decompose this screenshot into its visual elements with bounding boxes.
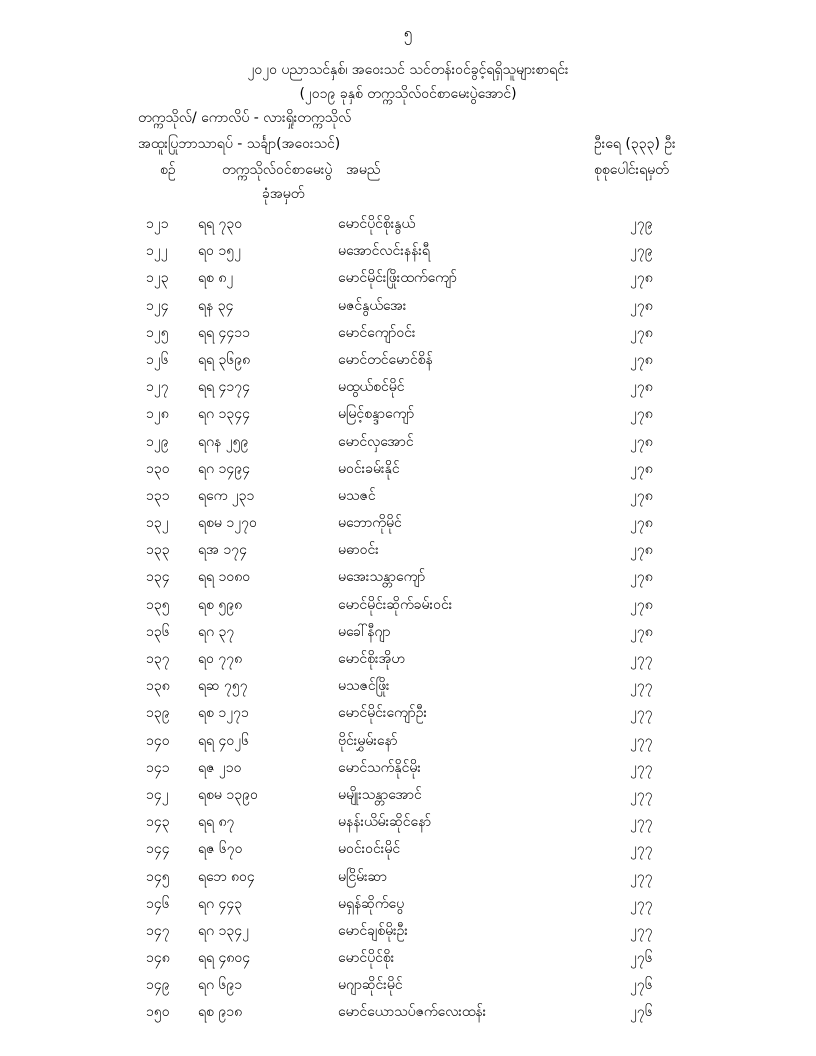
row-serial: ၁၂၈: [146, 406, 169, 423]
row-roll-number: ရအ ၁၇၄: [198, 542, 247, 559]
row-name: မောင်တင်မောင်စိန်: [338, 351, 433, 368]
row-total-marks: ၂၇၉: [630, 243, 653, 260]
row-roll-number: ရစမ ၁၃၉၀: [198, 786, 258, 803]
row-roll-number: ရစမ ၁၂၇၀: [198, 515, 257, 532]
row-roll-number: ရကေ ၂၃၁: [198, 487, 255, 504]
row-roll-number: ရရ ၃၆၉၈: [198, 351, 251, 368]
row-roll-number: ရရ ၇၃၀: [198, 216, 243, 232]
row-serial: ၁၃၃: [146, 542, 170, 559]
row-serial: ၁၃၀: [146, 460, 170, 477]
row-total-marks: ၂၇၇: [630, 895, 653, 912]
table-row: [0, 998, 816, 1025]
row-roll-number: ရရ ၄၈၀၄: [198, 950, 251, 967]
row-name: မအောင်လင်းနန်းရီ: [338, 243, 430, 260]
header-total-marks: စုစုပေါင်းရမှတ်: [594, 162, 669, 178]
table-row: [0, 917, 816, 944]
table-row: [0, 618, 816, 645]
row-total-marks: ၂၇၈: [630, 596, 653, 613]
table-row: [0, 210, 816, 237]
row-name: မအေးသန္တာကျော်: [338, 569, 426, 586]
row-serial: ၁၂၂: [146, 243, 168, 260]
row-total-marks: ၂၇၈: [630, 569, 653, 586]
row-serial: ၁၃၇: [146, 651, 170, 667]
row-serial: ၁၃၅: [146, 596, 170, 613]
table-row: [0, 971, 816, 998]
row-total-marks: ၂၇၈: [630, 433, 653, 450]
row-roll-number: ရရ ၄၀၂၆: [198, 732, 250, 749]
row-total-marks: ၂၇၉: [630, 216, 653, 232]
student-list: [0, 210, 816, 1026]
table-row: [0, 754, 816, 781]
row-serial: ၁၃၁: [146, 487, 170, 504]
row-name: မနန်းယိမ်းဆိုင်နော်: [338, 814, 432, 831]
row-name: မောင်မိုင်းဖြိုးထက်ကျော်: [338, 270, 457, 287]
row-total-marks: ၂၇၈: [630, 379, 653, 396]
table-row: [0, 509, 816, 536]
document-subtitle: (၂၀၁၉ ခုနှစ် တက္ကသိုလ်ဝင်စာမေးပွဲအောင်): [299, 86, 517, 102]
table-row: [0, 699, 816, 726]
table-row: [0, 808, 816, 835]
row-name: မသဇင်: [338, 487, 376, 504]
table-row: [0, 727, 816, 754]
header-serial: စဉ်: [160, 162, 176, 178]
header-roll-number-line2: ခုံအမှတ်: [262, 186, 305, 202]
row-serial: ၁၂၄: [146, 297, 169, 314]
row-serial: ၁၄၀: [146, 732, 170, 749]
row-total-marks: ၂၇၇: [630, 759, 653, 776]
row-name: မဇင်နွယ်အေး: [338, 297, 407, 314]
row-total-marks: ၂၇၈: [630, 351, 653, 368]
row-serial: ၁၃၉: [146, 705, 170, 722]
row-serial: ၁၃၂: [146, 515, 169, 532]
row-total-marks: ၂၇၆: [630, 950, 653, 967]
row-roll-number: ရရ ၈၇: [198, 814, 235, 831]
row-serial: ၁၂၉: [146, 433, 169, 450]
table-row: [0, 563, 816, 590]
row-serial: ၁၄၉: [146, 977, 170, 994]
table-row: [0, 455, 816, 482]
row-total-marks: ၂၇၈: [630, 542, 653, 559]
header-name: အမည်: [346, 162, 381, 178]
row-total-marks: ၂၇၇: [630, 841, 653, 858]
row-serial: ၁၃၆: [146, 623, 170, 640]
table-row: [0, 591, 816, 618]
row-roll-number: ရစ ၅၉၈: [198, 596, 243, 613]
subject-line: အထူးပြုဘာသာရပ် - သင်္ချာ(အဝေးသင်): [138, 136, 341, 152]
table-row: [0, 835, 816, 862]
row-roll-number: ရဂ ၄၄၃: [198, 895, 243, 912]
row-name: မဓာဝင်း: [338, 542, 379, 559]
row-serial: ၁၂၃: [146, 270, 169, 287]
row-roll-number: ရဝ ၇၇၈: [198, 651, 243, 667]
row-roll-number: ရရ ၄၁၇၄: [198, 379, 251, 396]
row-name: မငြိမ်းဆာ: [338, 868, 387, 885]
row-total-marks: ၂၇၈: [630, 623, 653, 640]
row-total-marks: ၂၇၆: [630, 1004, 653, 1021]
table-row: [0, 428, 816, 455]
table-row: [0, 264, 816, 291]
table-row: [0, 781, 816, 808]
header-roll-number: တက္ကသိုလ်ဝင်စာမေးပွဲ: [222, 162, 333, 178]
row-name: ဗိုင်းမွှမ်းနော်: [338, 732, 398, 749]
row-roll-number: ရဇ ၂၁၀: [198, 759, 242, 776]
row-name: မောင်လှအောင်: [338, 433, 414, 450]
table-row: [0, 292, 816, 319]
row-total-marks: ၂၇၇: [630, 651, 653, 667]
row-serial: ၁၄၁: [146, 759, 170, 776]
row-total-marks: ၂၇၇: [630, 786, 653, 803]
row-name: မမြင့်စန္ဒာကျော်: [338, 406, 415, 423]
row-serial: ၁၄၄: [146, 841, 170, 858]
table-row: [0, 237, 816, 264]
row-roll-number: ရစ ၁၂၇၁: [198, 705, 249, 722]
row-total-marks: ၂၇၈: [630, 270, 653, 287]
row-roll-number: ရရ ၁၀၈၀: [198, 569, 251, 586]
row-roll-number: ရဝ ၁၅၂: [198, 243, 241, 260]
page-number: ၅: [403, 24, 413, 42]
row-total-marks: ၂၇၈: [630, 515, 653, 532]
row-serial: ၁၃၄: [146, 569, 170, 586]
table-row: [0, 400, 816, 427]
row-name: မဝင်းဝင်းမိုင်: [338, 841, 401, 858]
row-roll-number: ရဂ ၁၄၉၄: [198, 460, 250, 477]
row-serial: ၁၄၂: [146, 786, 169, 803]
row-serial: ၁၄၆: [146, 895, 170, 912]
row-serial: ၁၄၅: [146, 868, 170, 885]
row-total-marks: ၂၇၇: [630, 705, 653, 722]
row-serial: ၁၂၇: [146, 379, 169, 396]
row-name: မောင်မိုင်းဆိုက်ခမ်းဝင်း: [338, 596, 453, 613]
row-name: မောင်ပိုင်စိုး: [338, 950, 395, 967]
row-roll-number: ရဆ ၇၅၇: [198, 678, 248, 695]
row-serial: ၁၂၁: [146, 216, 169, 232]
row-roll-number: ရဂ ၃၇: [198, 623, 235, 640]
row-total-marks: ၂၇၇: [630, 814, 653, 831]
row-roll-number: ရဂန ၂၅၉: [198, 433, 249, 450]
row-name: မဝင်းခမ်းနိုင်: [338, 460, 400, 477]
table-row: [0, 672, 816, 699]
row-name: မောင်ကျော်ဝင်း: [338, 324, 416, 341]
row-total-marks: ၂၇၈: [630, 324, 653, 341]
row-roll-number: ရဂ ၆၉၁: [198, 977, 243, 994]
table-row: [0, 373, 816, 400]
row-name: မောင်ချစ်မိုးဦး: [338, 922, 408, 939]
row-total-marks: ၂၇၇: [630, 732, 653, 749]
row-name: မောင်ယောသပ်ဇက်လေးထန်း: [338, 1004, 487, 1021]
row-name: မသဇင်ဖြိုး: [338, 678, 390, 695]
row-name: မရှန်ဆိုက်ပွေ: [338, 895, 405, 912]
row-roll-number: ရဂ ၁၃၄၄: [198, 406, 250, 423]
row-total-marks: ၂၇၆: [630, 977, 653, 994]
row-roll-number: ရစ ၈၂: [198, 270, 234, 287]
row-roll-number: ရဇ ၆၇၀: [198, 841, 243, 858]
row-total-marks: ၂၇၇: [630, 868, 653, 885]
table-row: [0, 482, 816, 509]
document-title: ၂၀၂၀ ပညာသင်နှစ်၊ အဝေးသင် သင်တန်းဝင်ခွင့်ရရှိသူများစာရင်း: [247, 62, 569, 78]
table-row: [0, 890, 816, 917]
row-serial: ၁၄၃: [146, 814, 170, 831]
row-serial: ၁၅၀: [146, 1004, 170, 1021]
row-roll-number: ရန ၃၄: [198, 297, 234, 314]
university-line: တက္ကသိုလ်/ ကောလိပ် - လားရှိုးတက္ကသိုလ်: [138, 110, 352, 126]
total-count: ဦးရေ (၃၃၃) ဦး: [594, 136, 676, 152]
row-roll-number: ရရ ၄၄၁၁: [198, 324, 251, 341]
row-total-marks: ၂၇၇: [630, 922, 653, 939]
table-row: [0, 863, 816, 890]
row-name: မခေါ်နီဂျာ: [338, 623, 391, 640]
row-name: မောင်ပိုင်စိုးနွယ်: [338, 216, 416, 232]
row-total-marks: ၂၇၈: [630, 460, 653, 477]
row-total-marks: ၂၇၈: [630, 487, 653, 504]
row-serial: ၁၂၆: [146, 351, 169, 368]
table-row: [0, 319, 816, 346]
row-roll-number: ရစ ၉၁၈: [198, 1004, 243, 1021]
row-name: မောင်သက်နိုင်မိုး: [338, 759, 421, 776]
row-serial: ၁၄၈: [146, 950, 170, 967]
table-row: [0, 346, 816, 373]
table-row: [0, 944, 816, 971]
row-total-marks: ၂၇၈: [630, 406, 653, 423]
row-serial: ၁၃၈: [146, 678, 170, 695]
row-roll-number: ရဘေ ၈၀၄: [198, 868, 255, 885]
row-serial: ၁၂၅: [146, 324, 169, 341]
row-roll-number: ရဂ ၁၃၄၂: [198, 922, 249, 939]
row-name: မောင်စိုးအိုဟ: [338, 651, 406, 667]
row-serial: ၁၄၇: [146, 922, 170, 939]
row-name: မဘောကိုမိုင်: [338, 515, 402, 532]
row-name: မဂျာဆိုင်းမိုင်: [338, 977, 403, 994]
row-name: မမျိုးသန္တာအောင်: [338, 786, 422, 803]
row-name: မထွယ်စင်မိုင်: [338, 379, 405, 396]
row-total-marks: ၂၇၈: [630, 297, 653, 314]
table-row: [0, 645, 816, 672]
row-total-marks: ၂၇၇: [630, 678, 653, 695]
row-name: မောင်မိုင်းကျော်ဦး: [338, 705, 428, 722]
table-row: [0, 536, 816, 563]
